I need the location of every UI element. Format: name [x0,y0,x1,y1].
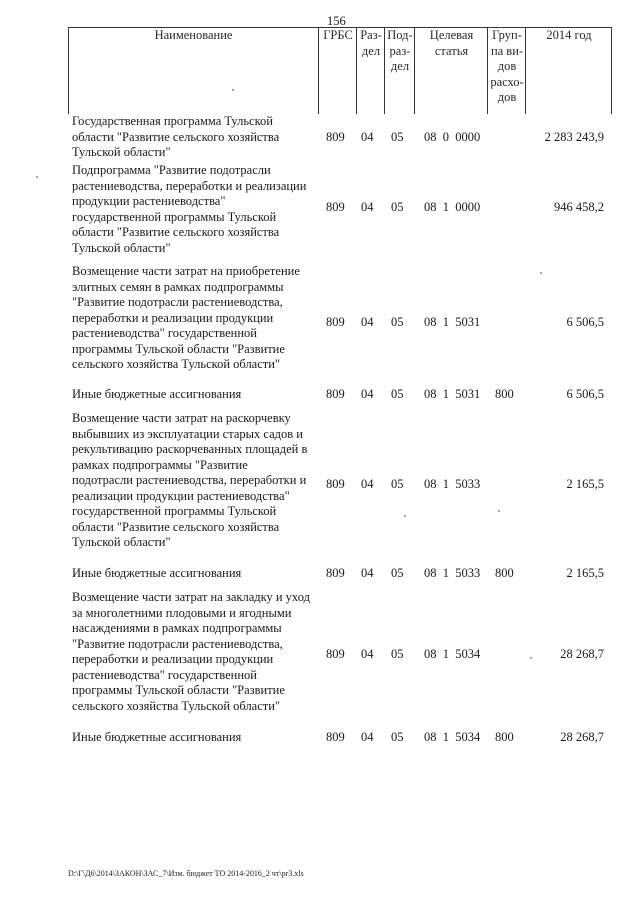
table-row [68,387,610,405]
row-razdel: 04 [361,730,374,744]
header-podrazdel-line: дел [390,59,410,73]
row-name-line: Возмещение части затрат на закладку и уход [72,590,310,604]
table-header [68,27,612,114]
row-name [72,114,320,161]
row-name-line: государственной программы Тульской [72,504,277,518]
header-gruppa-line: дов [497,59,517,73]
row-name [72,730,320,746]
header-gruppa-line: Груп- [492,28,522,42]
page-number: 156 [327,14,346,28]
row-name-line: программы Тульской области "Развитие [72,683,285,697]
header-gruppa [487,28,526,114]
header-name [69,28,318,114]
row-name-line: переработки и реализации продукции [72,310,274,325]
row-name [72,387,320,403]
row-razdel: 04 [361,130,374,144]
row-name [72,163,320,256]
row-name-line: Тульской области" [72,240,171,255]
row-name-line: подотрасли растениеводства, переработки и [72,473,307,487]
row-name-line: выбывших из эксплуатации старых садов и [72,426,303,441]
header-celevaya-line: Целевая [429,28,474,42]
row-name-line: элитных семян в рамках подпрограммы [72,279,284,294]
row-vid: 800 [495,387,514,401]
row-celevaya: 08 1 5033 [424,566,481,580]
row-name-line: Иные бюджетные ассигнования [72,387,242,401]
row-name-line: "Развитие подотрасли растениеводства, [72,295,283,309]
row-razdel: 04 [361,566,374,580]
row-podrazdel: 05 [391,315,404,329]
row-celevaya: 08 1 5031 [424,315,481,329]
row-name-line: продукции растениеводства" [72,194,226,208]
row-name-line: Тульской области" [72,535,171,549]
row-amount: 6 506,5 [566,387,604,401]
row-podrazdel: 05 [391,387,404,401]
row-name-line: переработки и реализации продукции [72,652,274,666]
row-name [72,590,320,714]
row-celevaya: 08 0 0000 [424,130,481,144]
header-podrazdel [384,28,415,114]
row-name-line: области "Развитие сельского хозяйства [72,519,280,534]
row-grbs: 809 [326,200,345,214]
header-celevaya [414,28,488,114]
header-razdel-line: Раз- [360,28,382,42]
header-gruppa-line: дов [497,90,517,104]
row-amount: 2 165,5 [566,477,604,491]
table-row [68,114,610,162]
row-amount: 946 458,2 [554,200,604,214]
scan-speck [498,510,500,512]
row-razdel: 04 [361,477,374,491]
row-amount: 2 283 243,9 [544,130,604,144]
row-razdel: 04 [361,200,374,214]
scan-speck [232,89,234,91]
header-gruppa-line: па ви- [490,43,524,58]
header-grbs-label: ГРБС [323,28,353,42]
row-vid: 800 [495,566,514,580]
row-grbs: 809 [326,647,345,661]
row-amount: 28 268,7 [560,647,604,661]
row-podrazdel: 05 [391,730,404,744]
row-name-line: программы Тульской области "Развитие [72,341,285,356]
row-name-line: растениеводства" государственной [72,667,257,682]
header-year-label: 2014 год [546,28,592,42]
scan-speck [36,176,38,178]
row-razdel: 04 [361,315,374,329]
row-name-line: реализации продукции растениеводства" [72,488,290,503]
row-celevaya: 08 1 5034 [424,647,481,661]
row-grbs: 809 [326,566,345,580]
header-name-label: Наименование [154,28,233,42]
row-name-line: сельского хозяйства Тульской области" [72,698,281,713]
row-amount: 2 165,5 [566,566,604,580]
row-podrazdel: 05 [391,477,404,491]
scan-speck [404,515,406,517]
footer-file-path: D:\Г\Д6\2014\ЗАКОН\ЗАС_7\Изм. бюджет ТО 2014-2016_2 чт\pr3.xls [68,869,304,878]
header-gruppa-line: расхо- [490,74,524,89]
row-name-line: за многолетними плодовыми и ягодными [72,605,292,620]
header-year [525,28,612,114]
row-name-line: Возмещение части затрат на раскорчевку [72,411,291,425]
header-grbs [318,28,357,114]
row-name [72,264,320,373]
row-name [72,566,320,582]
row-grbs: 809 [326,477,345,491]
row-celevaya: 08 1 5031 [424,387,481,401]
scan-speck [530,657,532,659]
row-podrazdel: 05 [391,130,404,144]
row-celevaya: 08 1 5033 [424,477,481,491]
row-name-line: Иные бюджетные ассигнования [72,730,242,744]
row-name-line: сельского хозяйства Тульской области" [72,357,281,371]
row-name-line: Иные бюджетные ассигнования [72,566,242,580]
row-name-line: рамках подпрограммы "Развитие [72,457,248,472]
row-name [72,411,320,551]
table-row [68,590,610,718]
row-name-line: рекультивацию раскорчеванных площадей в [72,442,308,456]
row-vid: 800 [495,730,514,744]
row-name-line: насаждениями в рамках подпрограммы [72,621,282,635]
row-grbs: 809 [326,315,345,329]
row-razdel: 04 [361,387,374,401]
row-celevaya: 08 1 5034 [424,730,481,744]
row-name-line: государственной программы Тульской [72,209,277,224]
header-razdel-line: дел [361,43,381,58]
header-razdel [356,28,385,114]
table-row [68,566,610,584]
row-name-line: растениеводства" государственной [72,326,257,340]
scan-speck [540,272,542,274]
header-podrazdel-line: Под- [387,28,413,42]
row-name-line: "Развитие подотрасли растениеводства, [72,636,283,651]
table-row [68,411,610,556]
table-row [68,264,610,376]
row-grbs: 809 [326,130,345,144]
row-name-line: Возмещение части затрат на приобретение [72,264,300,278]
row-podrazdel: 05 [391,566,404,580]
row-podrazdel: 05 [391,647,404,661]
row-name-line: области "Развитие сельского хозяйства [72,129,280,144]
row-name-line: Государственная программа Тульской [72,114,273,128]
table-row [68,163,610,258]
row-razdel: 04 [361,647,374,661]
row-grbs: 809 [326,730,345,744]
row-name-line: области "Развитие сельского хозяйства [72,225,280,239]
row-name-line: Подпрограмма "Развитие подотрасли [72,163,271,177]
row-amount: 28 268,7 [560,730,604,744]
table-row [68,730,610,748]
row-name-line: Тульской области" [72,145,171,159]
row-amount: 6 506,5 [566,315,604,329]
row-celevaya: 08 1 0000 [424,200,481,214]
header-celevaya-line: статья [434,43,469,58]
row-podrazdel: 05 [391,200,404,214]
row-grbs: 809 [326,387,345,401]
row-name-line: растениеводства, переработки и реализации [72,178,307,193]
header-podrazdel-line: раз- [389,43,411,58]
